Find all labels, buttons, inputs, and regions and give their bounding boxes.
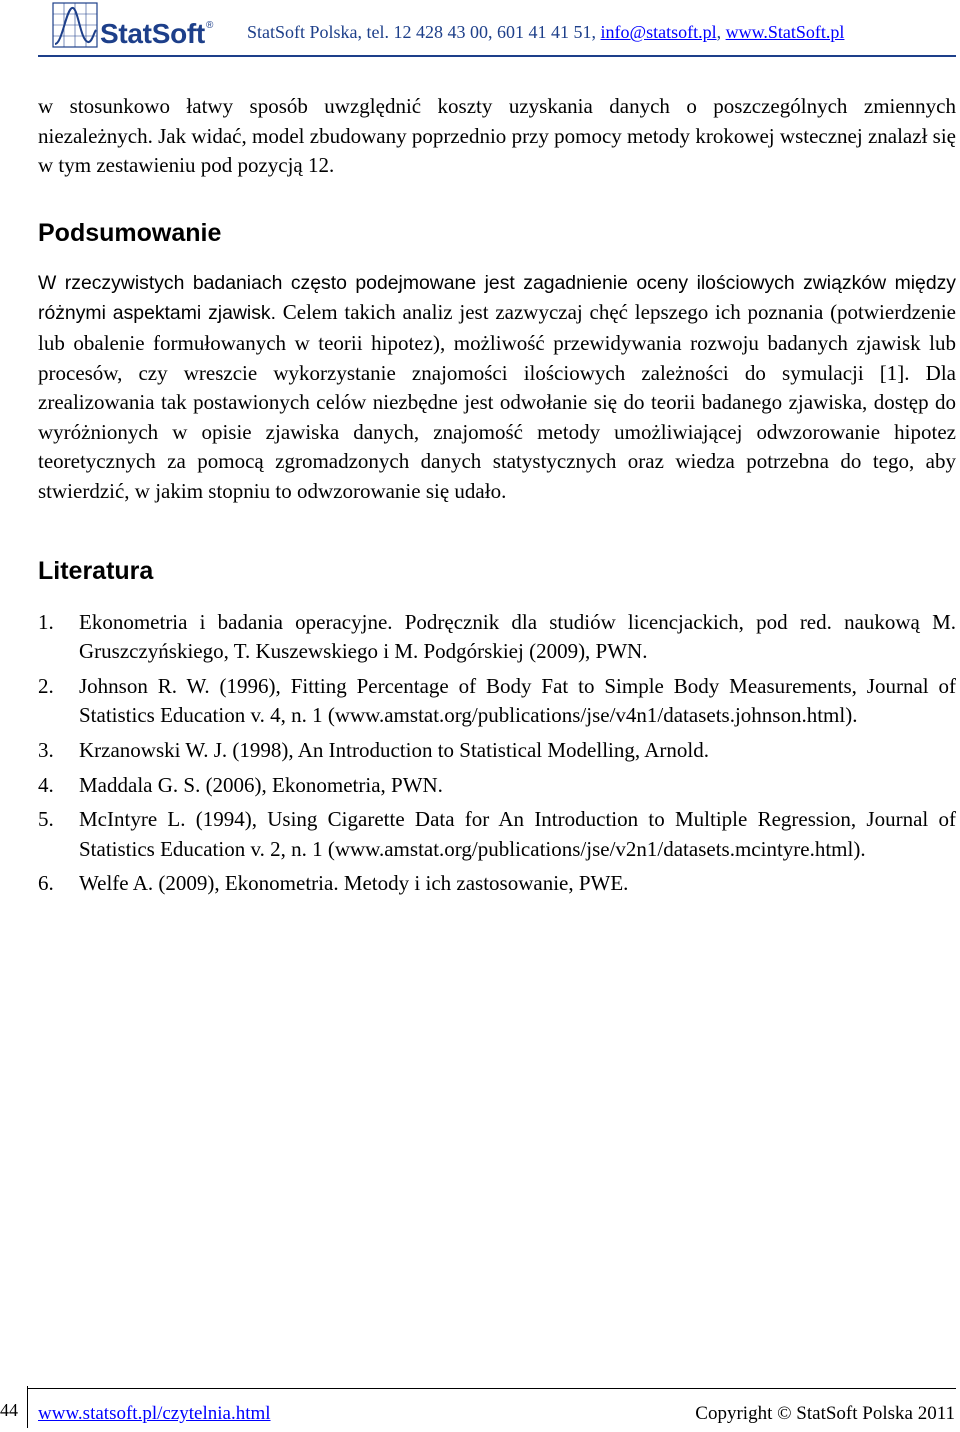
reference-item <box>38 672 956 731</box>
reference-number: 6. <box>38 871 54 896</box>
header-website-link[interactable]: www.StatSoft.pl <box>725 22 845 42</box>
intro-line: w stosunkowo łatwy sposób uwzględnić koszty uzyskania danych o poszczególnych <box>38 94 848 118</box>
reference-list <box>38 608 956 899</box>
reference-text: Maddala G. S. (2006), Ekonometria, PWN. <box>79 772 443 797</box>
summary-paragraph <box>38 268 956 507</box>
section-heading-literature: Literatura <box>38 556 154 585</box>
reference-item <box>38 736 956 766</box>
header-company: StatSoft Polska, tel. 12 428 43 00, 601 41 41 51, <box>247 22 601 42</box>
reference-item <box>38 805 956 864</box>
reference-number: 2. <box>38 673 54 698</box>
reference-text: Johnson R. W. (1996), Fitting Percentage of Body Fat to Simple Body Measurements, Journal of Statistics Education v. 4, n. 1 (www.amstat.org/publications/jse/v4n1/datasets.johnson.html). <box>79 673 956 728</box>
summary-serif-text: Celem takich analiz jest zazwyczaj chęć lepszego ich poznania (potwierdzenie lub obalenie formułowanych w teorii hipotez), możliwość przewidywania rozwoju badanych zjawisk lub procesów, czy wreszcie wykorzystanie znajomości ilościowych zależności do symulacji [1]. Dla zrealizowania tak postawionych celów niezbędne jest odwołanie się do teorii badanego zjawiska, dostęp do wyróżnionych w opisie zjawiska danych, znajomość metody umożliwiającej odwzorowanie hipotez teoretycznych za pomocą zgromadzonych danych statystycznych oraz wiedza potrzebna do tego, aby stwierdzić, w jakim stopniu to odwzorowanie się udało. <box>38 300 957 503</box>
statsoft-chart-icon <box>52 2 98 48</box>
section-heading-summary: Podsumowanie <box>38 218 222 247</box>
reference-text: Krzanowski W. J. (1998), An Introduction to Statistical Modelling, Arnold. <box>79 737 709 762</box>
reference-text: Welfe A. (2009), Ekonometria. Metody i ich zastosowanie, PWE. <box>79 871 629 896</box>
page-content <box>38 92 956 904</box>
intro-paragraph <box>38 92 956 181</box>
reference-item <box>38 869 956 899</box>
footer-copyright: Copyright © StatSoft Polska 2011 <box>695 1403 955 1424</box>
header-divider <box>38 55 956 57</box>
reference-text: McIntyre L. (1994), Using Cigarette Data for An Introduction to Multiple Regression, Journal of Statistics Education v. 2, n. 1 (www.amstat.org/publications/jse/v2n1/datasets.mcintyre.html). <box>79 807 956 861</box>
intro-line: zmiennych niezależnych. Jak widać, model zbudowany poprzednio przy pomocy metody <box>38 94 957 148</box>
reference-number: 4. <box>38 772 54 797</box>
reference-item <box>38 608 956 667</box>
page-number: 44 <box>0 1400 18 1420</box>
statsoft-logo <box>52 2 232 50</box>
reference-item <box>38 771 956 801</box>
footer-vertical-divider <box>27 1386 28 1428</box>
page-header <box>0 0 960 62</box>
summary-sans-text: W rzeczywistych badaniach często podejmowane jest zagadnienie oceny ilościowych związków między różnymi aspektami zjawisk. <box>38 271 956 325</box>
reference-text: Ekonometria i badania operacyjne. Podręcznik dla studiów licencjackich, pod red. naukową M. Gruszczyńskiego, T. Kuszewskiego i M. Podgórskiej (2009), PWN. <box>79 609 956 664</box>
reference-number: 3. <box>38 737 54 762</box>
header-email-link[interactable]: info@statsoft.pl <box>600 22 717 42</box>
intro-line: krokowej wstecznej znalazł się w tym zestawieniu pod pozycją 12. <box>38 123 956 178</box>
reference-number: 5. <box>38 807 54 832</box>
header-contact: StatSoft Polska, tel. 12 428 43 00, 601 41 41 51, info@statsoft.pl, www.StatSoft.pl <box>247 22 845 42</box>
page-footer <box>0 1386 960 1432</box>
logo-wordmark: StatSoft® <box>100 18 214 49</box>
footer-reading-room-link[interactable]: www.statsoft.pl/czytelnia.html <box>38 1403 271 1424</box>
footer-divider <box>27 1388 956 1389</box>
reference-number: 1. <box>38 609 54 634</box>
